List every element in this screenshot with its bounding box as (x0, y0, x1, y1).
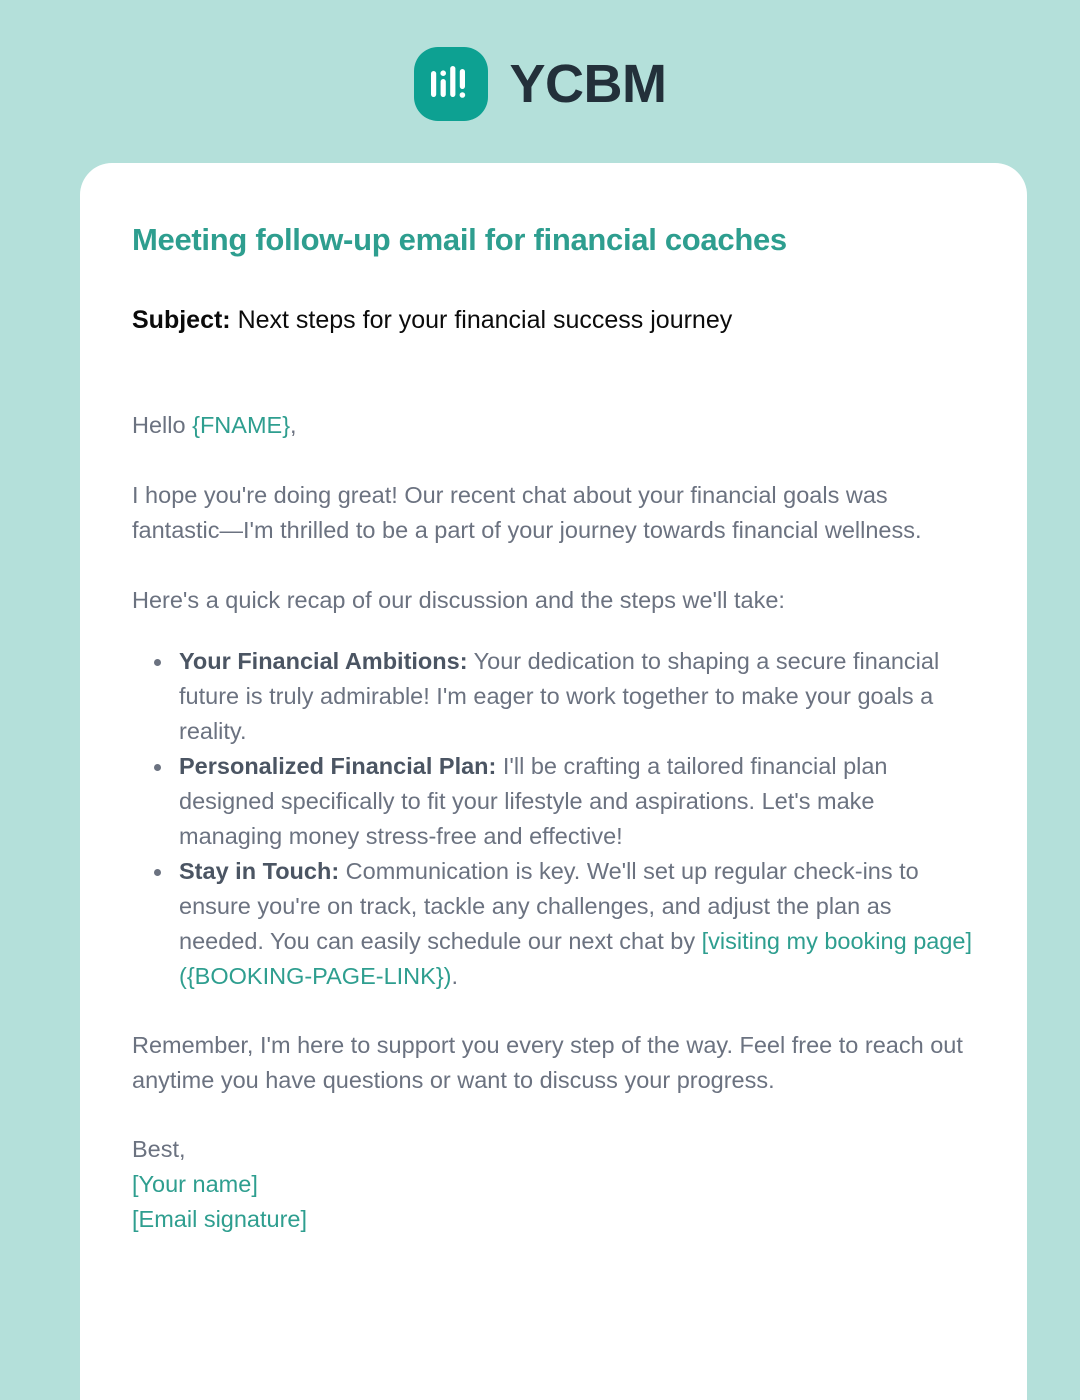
signoff-line: Best, (132, 1136, 186, 1163)
list-item-text-after-link: . (451, 963, 459, 990)
steps-list (132, 644, 975, 994)
intro-paragraph: I hope you're doing great! Our recent chat about your financial goals was fantastic—I'm thrilled to be a part of your journey towards financial wellness. (132, 482, 922, 544)
list-item-text: I'll be crafting a tailored financial plan designed specifically to fit your lifestyle and aspirations. Let's make managing money stress-free and effective! (179, 753, 888, 850)
page-title: Meeting follow-up email for financial coaches (132, 222, 787, 257)
list-item (179, 644, 975, 749)
ycbm-bars-logo-icon (414, 47, 488, 121)
subject-line (132, 304, 975, 337)
email-signature-placeholder: [Email signature] (132, 1206, 308, 1233)
closing-paragraph: Remember, I'm here to support you every step of the way. Feel free to reach out anytime you have questions or want to discuss your progress. (132, 1032, 963, 1094)
email-template-card (80, 163, 1027, 1400)
brand-wordmark: YCBM (509, 53, 667, 114)
list-item-text: Your dedication to shaping a secure financial future is truly admirable! I'm eager to work together to make your goals a reality. (179, 648, 940, 745)
subject-value: Next steps for your financial success journey (237, 305, 733, 334)
subject-value-space (231, 306, 238, 334)
greeting-token-fname: {FNAME} (192, 412, 291, 439)
your-name-placeholder: [Your name] (132, 1171, 258, 1198)
list-item (179, 749, 975, 854)
booking-page-link[interactable]: [visiting my booking page]({BOOKING-PAGE-LINK}) (179, 928, 973, 990)
greeting-line (132, 408, 975, 443)
list-item-lead: Stay in Touch: (179, 858, 340, 885)
list-item (179, 854, 975, 994)
recap-paragraph: Here's a quick recap of our discussion and the steps we'll take: (132, 587, 785, 614)
greeting-suffix: , (290, 412, 297, 439)
brand-header (0, 0, 1080, 163)
subject-label: Subject: (132, 305, 231, 334)
signature-block (132, 1132, 975, 1237)
list-item-text: Communication is key. We'll set up regular check-ins to ensure you're on track, tackle any challenges, and adjust the plan as needed. You can easily schedule our next chat by (179, 858, 919, 955)
greeting-prefix: Hello (132, 412, 193, 439)
list-item-lead: Your Financial Ambitions: (179, 648, 468, 675)
list-item-lead: Personalized Financial Plan: (179, 753, 497, 780)
